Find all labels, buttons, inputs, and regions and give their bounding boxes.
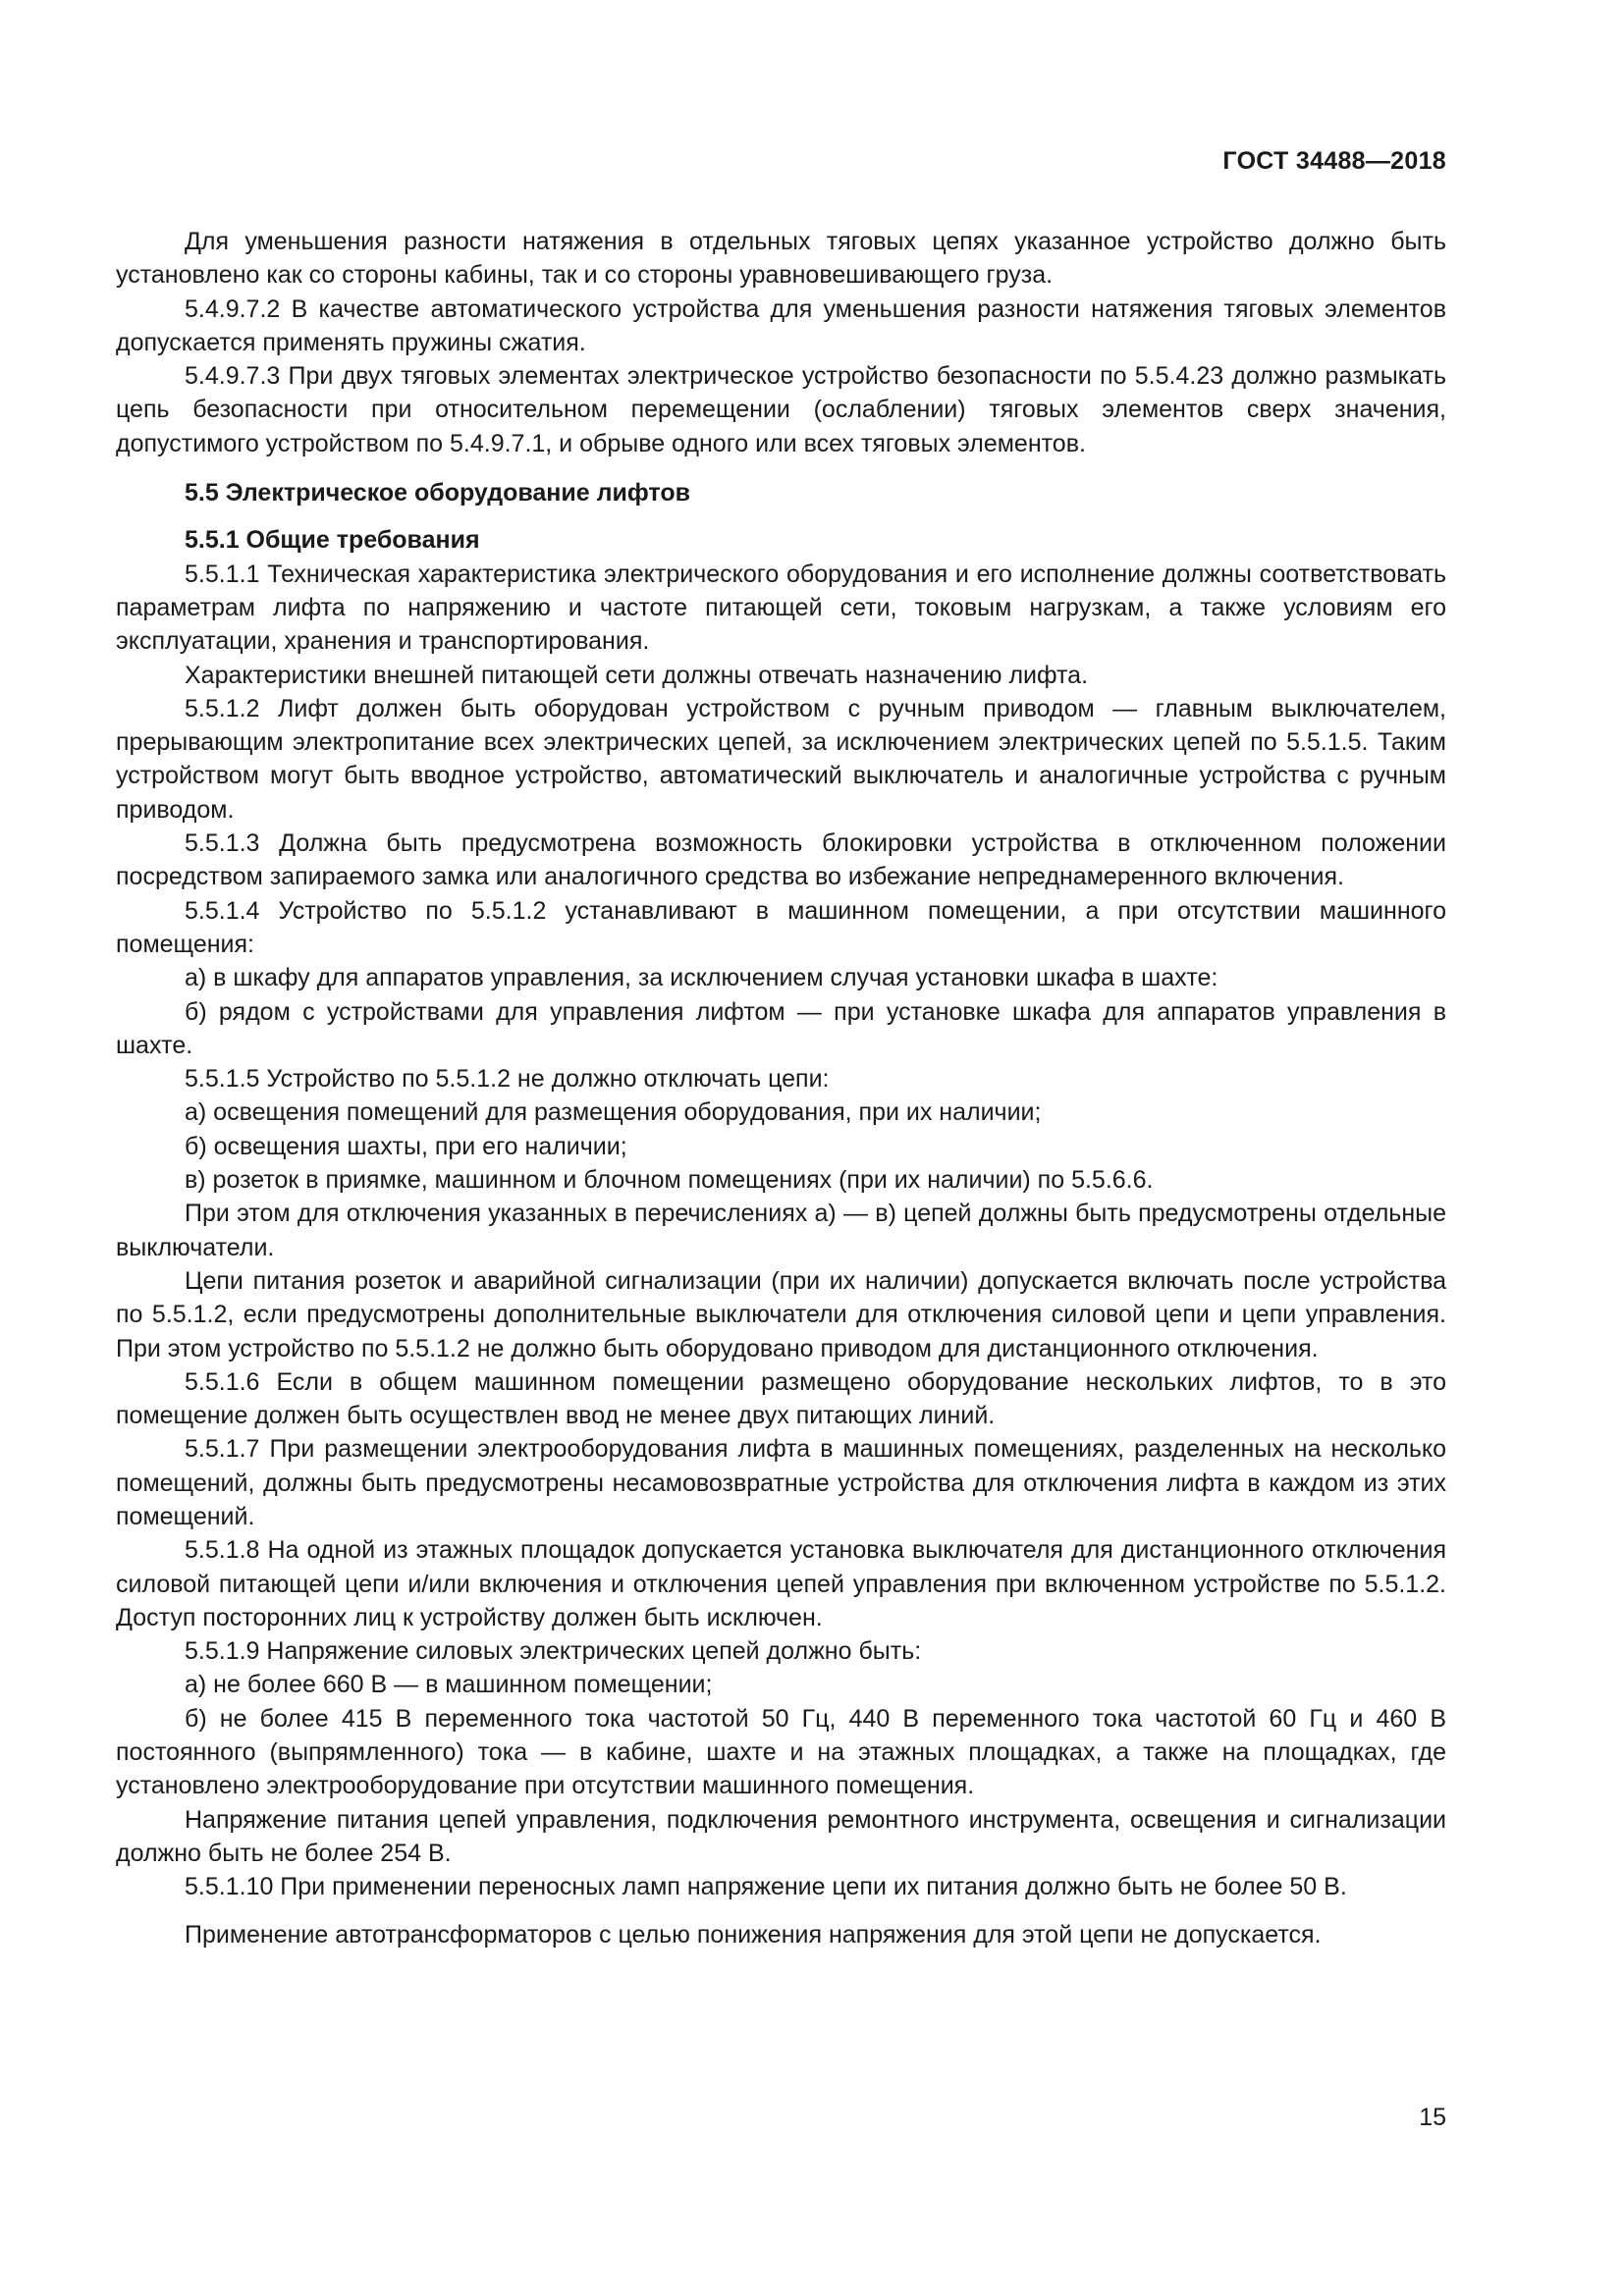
paragraph: Напряжение питания цепей управления, подключения ремонтного инструмента, освещения и сигнализации должно быть не более 254 В. <box>116 1805 1446 1867</box>
paragraph: 5.5.1.7 При размещении электрооборудования лифта в машинных помещениях, разделенных на несколько помещений, должны быть предусмотрены несамовозвратные устройства для отключения лифта в каждом из этих помещений. <box>116 1435 1446 1530</box>
document-header: ГОСТ 34488—2018 <box>1222 147 1446 175</box>
list-item: а) не более 660 В — в машинном помещении; <box>185 1671 713 1699</box>
list-item: б) освещения шахты, при его наличии; <box>185 1132 627 1160</box>
list-item: а) в шкафу для аппаратов управления, за исключением случая установки шкафа в шахте: <box>185 964 1218 992</box>
subsection-heading: 5.5.1 Общие требования <box>185 526 480 555</box>
page-number: 15 <box>1419 2104 1446 2131</box>
paragraph: 5.5.1.9 Напряжение силовых электрических цепей должно быть: <box>185 1637 922 1666</box>
paragraph: Применение автотрансформаторов с целью понижения напряжения для этой цепи не допускается. <box>185 1920 1322 1949</box>
paragraph: 5.5.1.6 Если в общем машинном помещении размещено оборудование нескольких лифтов, то в это помещение должен быть осуществлен ввод не менее двух питающих линий. <box>116 1367 1446 1430</box>
paragraph: 5.5.1.3 Должна быть предусмотрена возможность блокировки устройства в отключенном положении посредством запираемого замка или аналогичного средства во избежание непреднамеренного включения. <box>116 829 1446 891</box>
paragraph: Для уменьшения разности натяжения в отдельных тяговых цепях указанное устройство должно быть установлено как со стороны кабины, так и со стороны уравновешивающего груза. <box>116 228 1446 290</box>
list-item: в) розеток в приямке, машинном и блочном помещениях (при их наличии) по 5.5.6.6. <box>185 1166 1154 1195</box>
paragraph: Цепи питания розеток и аварийной сигнализации (при их наличии) допускается включать после устройства по 5.5.1.2, если предусмотрены дополнительные выключатели для отключения силовой цепи и цепи управления. При этом устройство по 5.5.1.2 не должно быть оборудовано приводом для дистанционного отключения. <box>116 1266 1446 1362</box>
paragraph: Характеристики внешней питающей сети должны отвечать назначению лифта. <box>185 661 1089 689</box>
document-page <box>116 0 1446 2296</box>
list-item: а) освещения помещений для размещения оборудования, при их наличии; <box>185 1098 1042 1127</box>
paragraph: 5.5.1.1 Техническая характеристика электрического оборудования и его исполнение должны соответствовать параметрам лифта по напряжению и частоте питающей сети, токовым нагрузкам, а также условиям его эксплуатации, хранения и транспортирования. <box>116 560 1446 656</box>
section-heading: 5.5 Электрическое оборудование лифтов <box>185 479 690 507</box>
paragraph: 5.4.9.7.2 В качестве автоматического устройства для уменьшения разности натяжения тяговых элементов допускается применять пружины сжатия. <box>116 294 1446 356</box>
list-item: б) не более 415 В переменного тока частотой 50 Гц, 440 В переменного тока частотой 60 Гц и 460 В постоянного (выпрямленного) тока — в кабине, шахте и на этажных площадках, а также на площадках, где установлено электрооборудование при отсутствии машинного помещения. <box>116 1704 1446 1800</box>
paragraph: 5.5.1.2 Лифт должен быть оборудован устройством с ручным приводом — главным выключателем, прерывающим электропитание всех электрических цепей, за исключением электрических цепей по 5.5.1.5. Таким устройством могут быть вводное устройство, автоматический выключатель и аналогичные устройства с ручным приводом. <box>116 694 1446 824</box>
paragraph: 5.5.1.5 Устройство по 5.5.1.2 не должно отключать цепи: <box>185 1065 830 1094</box>
paragraph: 5.5.1.4 Устройство по 5.5.1.2 устанавливают в машинном помещении, а при отсутствии машинного помещения: <box>116 896 1446 958</box>
list-item: б) рядом с устройствами для управления лифтом — при установке шкафа для аппаратов управления в шахте. <box>116 997 1446 1059</box>
paragraph: 5.5.1.10 При применении переносных ламп напряжение цепи их питания должно быть не более 50 В. <box>185 1873 1347 1901</box>
document-body <box>116 225 1446 1951</box>
paragraph: 5.4.9.7.3 При двух тяговых элементах электрическое устройство безопасности по 5.5.4.23 должно размыкать цепь безопасности при относительном перемещении (ослаблении) тяговых элементов сверх значения, допустимого устройством по 5.4.9.7.1, и обрыве одного или всех тяговых элементов. <box>116 362 1446 457</box>
paragraph: 5.5.1.8 На одной из этажных площадок допускается установка выключателя для дистанционного отключения силовой питающей цепи и/или включения и отключения цепей управления при включенном устройстве по 5.5.1.2. Доступ посторонних лиц к устройству должен быть исключен. <box>116 1536 1446 1631</box>
paragraph: При этом для отключения указанных в перечислениях а) — в) цепей должны быть предусмотрены отдельные выключатели. <box>116 1200 1446 1261</box>
